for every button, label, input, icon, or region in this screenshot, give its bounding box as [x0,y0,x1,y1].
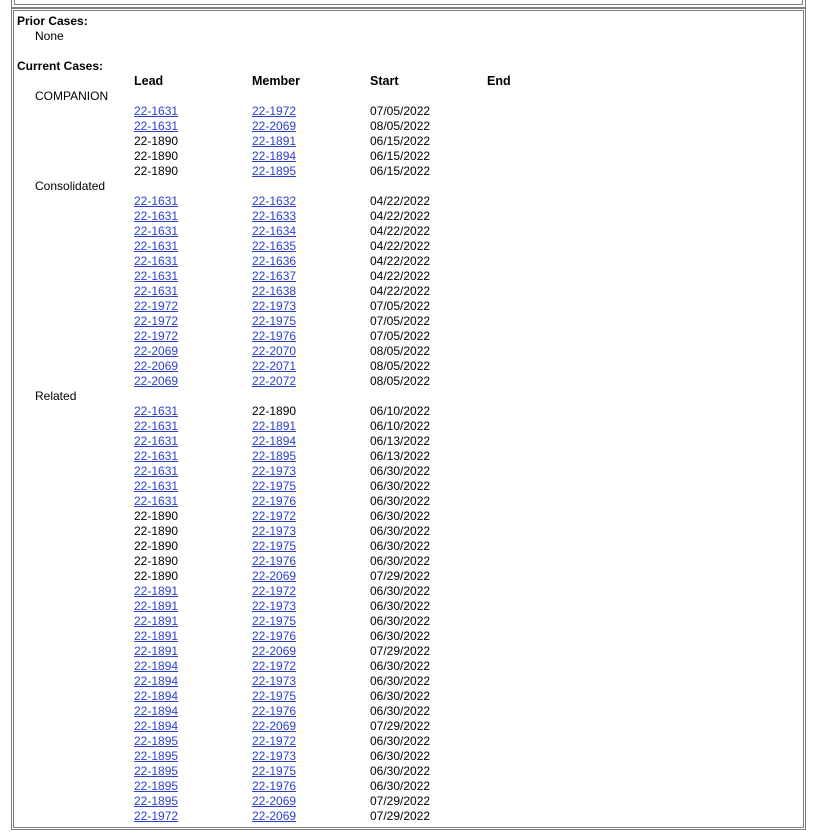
member-case-link[interactable]: 22-2069 [252,569,297,583]
member-case-link[interactable]: 22-1973 [252,299,297,313]
table-row [0,599,816,614]
table-row [0,674,816,689]
member-case-link[interactable]: 22-2069 [252,719,297,733]
member-case-link[interactable]: 22-2069 [252,809,297,823]
lead-case-link[interactable]: 22-1631 [134,284,179,298]
start-date: 06/15/2022 [370,134,431,148]
lead-case-text: 22-1890 [134,149,179,163]
lead-case-text: 22-1890 [134,134,179,148]
start-date: 04/22/2022 [370,194,431,208]
start-date: 06/15/2022 [370,164,431,178]
table-row [0,314,816,329]
lead-case-text: 22-1890 [134,569,179,583]
start-date: 08/05/2022 [370,374,431,388]
member-case-link[interactable]: 22-1637 [252,269,297,283]
member-case-link[interactable]: 22-1895 [252,449,297,463]
table-row [0,554,816,569]
lead-case-link[interactable]: 22-1631 [134,119,179,133]
table-row [0,629,816,644]
start-date: 06/13/2022 [370,434,431,448]
table-row [0,149,816,164]
lead-case-link[interactable]: 22-1631 [134,434,179,448]
table-row [0,164,816,179]
lead-case-text: 22-1890 [134,509,179,523]
table-row [0,734,816,749]
member-case-link[interactable]: 22-1975 [252,479,297,493]
lead-case-link[interactable]: 22-1631 [134,404,179,418]
start-date: 06/30/2022 [370,464,431,478]
lead-case-link[interactable]: 22-1631 [134,254,179,268]
table-row [0,524,816,539]
member-case-link[interactable]: 22-1975 [252,314,297,328]
member-case-link[interactable]: 22-1973 [252,599,297,613]
member-case-link[interactable]: 22-2069 [252,119,297,133]
lead-case-link[interactable]: 22-1631 [134,449,179,463]
member-case-link[interactable]: 22-1895 [252,164,297,178]
member-case-link[interactable]: 22-2069 [252,794,297,808]
column-header-end: End [487,74,511,88]
table-row [0,509,816,524]
start-date: 07/05/2022 [370,329,431,343]
table-row [0,719,816,734]
table-row [0,794,816,809]
member-case-link[interactable]: 22-1894 [252,149,297,163]
lead-case-link[interactable]: 22-1895 [134,779,179,793]
lead-case-link[interactable]: 22-1894 [134,704,179,718]
table-row [0,704,816,719]
table-row [0,119,816,134]
start-date: 06/30/2022 [370,674,431,688]
table-row [0,134,816,149]
lead-case-link[interactable]: 22-1894 [134,674,179,688]
lead-case-link[interactable]: 22-1631 [134,269,179,283]
start-date: 08/05/2022 [370,119,431,133]
lead-case-link[interactable]: 22-1972 [134,809,179,823]
table-row [0,374,816,389]
lead-case-link[interactable]: 22-1891 [134,584,179,598]
lead-case-link[interactable]: 22-1631 [134,194,179,208]
member-case-link[interactable]: 22-1891 [252,134,297,148]
member-case-link[interactable]: 22-1891 [252,419,297,433]
start-date: 06/30/2022 [370,509,431,523]
start-date: 07/05/2022 [370,299,431,313]
table-row [0,299,816,314]
start-date: 06/30/2022 [370,689,431,703]
start-date: 06/30/2022 [370,614,431,628]
lead-case-link[interactable]: 22-1972 [134,329,179,343]
lead-case-link[interactable]: 22-1631 [134,104,179,118]
member-case-link[interactable]: 22-1976 [252,779,297,793]
member-case-link[interactable]: 22-1973 [252,749,297,763]
member-case-link[interactable]: 22-1976 [252,704,297,718]
start-date: 06/30/2022 [370,524,431,538]
lead-case-link[interactable]: 22-2069 [134,374,179,388]
member-case-link[interactable]: 22-1976 [252,554,297,568]
table-row [0,284,816,299]
lead-case-link[interactable]: 22-1895 [134,749,179,763]
start-date: 07/29/2022 [370,569,431,583]
table-row [0,404,816,419]
group-label: Related [35,389,77,403]
start-date: 06/30/2022 [370,764,431,778]
start-date: 04/22/2022 [370,284,431,298]
lead-case-link[interactable]: 22-1972 [134,299,179,313]
member-case-link[interactable]: 22-1976 [252,629,297,643]
prior-cases-heading: Prior Cases: [17,14,88,28]
lead-case-text: 22-1890 [134,554,179,568]
table-row [0,344,816,359]
start-date: 06/30/2022 [370,704,431,718]
table-row [0,749,816,764]
lead-case-link[interactable]: 22-1894 [134,659,179,673]
start-date: 06/30/2022 [370,584,431,598]
lead-case-text: 22-1890 [134,164,179,178]
table-row [0,104,816,119]
lead-case-link[interactable]: 22-1631 [134,419,179,433]
table-row [0,539,816,554]
lead-case-link[interactable]: 22-1631 [134,479,179,493]
lead-case-link[interactable]: 22-1895 [134,764,179,778]
table-row [0,494,816,509]
lead-case-link[interactable]: 22-2069 [134,359,179,373]
column-header-member: Member [252,74,300,88]
start-date: 08/05/2022 [370,344,431,358]
start-date: 06/30/2022 [370,539,431,553]
member-case-link[interactable]: 22-1972 [252,659,297,673]
group-label: COMPANION [35,89,109,103]
table-row [0,239,816,254]
start-date: 06/30/2022 [370,734,431,748]
lead-case-link[interactable]: 22-1891 [134,629,179,643]
table-row [0,449,816,464]
lead-case-link[interactable]: 22-1891 [134,614,179,628]
member-case-link[interactable]: 22-1634 [252,224,297,238]
table-row [0,479,816,494]
table-row [0,194,816,209]
start-date: 06/10/2022 [370,419,431,433]
start-date: 06/13/2022 [370,449,431,463]
table-row [0,779,816,794]
start-date: 06/30/2022 [370,629,431,643]
member-case-link[interactable]: 22-1635 [252,239,297,253]
member-case-link[interactable]: 22-1976 [252,494,297,508]
member-case-link[interactable]: 22-1894 [252,434,297,448]
lead-case-link[interactable]: 22-1972 [134,314,179,328]
table-row [0,644,816,659]
member-case-link[interactable]: 22-2070 [252,344,297,358]
table-row [0,764,816,779]
start-date: 07/29/2022 [370,809,431,823]
member-case-link[interactable]: 22-1636 [252,254,297,268]
table-row [0,464,816,479]
member-case-link[interactable]: 22-2072 [252,374,297,388]
table-row [0,434,816,449]
table-row [0,614,816,629]
member-case-link[interactable]: 22-1972 [252,734,297,748]
table-row [0,224,816,239]
table-row [0,359,816,374]
table-row [0,209,816,224]
start-date: 04/22/2022 [370,254,431,268]
table-row [0,254,816,269]
start-date: 06/30/2022 [370,554,431,568]
lead-case-link[interactable]: 22-1631 [134,239,179,253]
start-date: 06/30/2022 [370,494,431,508]
member-case-link[interactable]: 22-1633 [252,209,297,223]
start-date: 07/29/2022 [370,719,431,733]
member-case-link[interactable]: 22-1975 [252,764,297,778]
table-row [0,659,816,674]
member-case-link[interactable]: 22-1632 [252,194,297,208]
member-case-link[interactable]: 22-1973 [252,464,297,478]
start-date: 06/30/2022 [370,479,431,493]
lead-case-link[interactable]: 22-1894 [134,689,179,703]
lead-case-link[interactable]: 22-1891 [134,644,179,658]
column-header-start: Start [370,74,399,88]
table-row [0,419,816,434]
start-date: 08/05/2022 [370,359,431,373]
lead-case-link[interactable]: 22-1631 [134,224,179,238]
member-case-link[interactable]: 22-1975 [252,689,297,703]
member-case-link[interactable]: 22-1975 [252,539,297,553]
member-case-link[interactable]: 22-1638 [252,284,297,298]
start-date: 07/29/2022 [370,794,431,808]
start-date: 06/30/2022 [370,749,431,763]
prior-cases-value: None [35,29,64,43]
lead-case-link[interactable]: 22-1631 [134,494,179,508]
start-date: 06/30/2022 [370,659,431,673]
table-row [0,269,816,284]
member-case-link[interactable]: 22-1972 [252,509,297,523]
start-date: 04/22/2022 [370,239,431,253]
lead-case-text: 22-1890 [134,524,179,538]
lead-case-link[interactable]: 22-2069 [134,344,179,358]
start-date: 06/30/2022 [370,779,431,793]
member-case-link[interactable]: 22-2069 [252,644,297,658]
table-row [0,584,816,599]
column-header-lead: Lead [134,74,164,88]
lead-case-link[interactable]: 22-1631 [134,464,179,478]
member-case-link[interactable]: 22-1973 [252,524,297,538]
lead-case-text: 22-1890 [134,539,179,553]
start-date: 04/22/2022 [370,209,431,223]
member-case-link[interactable]: 22-1972 [252,584,297,598]
member-case-text: 22-1890 [252,404,297,418]
start-date: 06/15/2022 [370,149,431,163]
member-case-link[interactable]: 22-2071 [252,359,297,373]
previous-section-frame-inner [14,0,803,5]
member-case-link[interactable]: 22-1973 [252,674,297,688]
current-cases-heading: Current Cases: [17,59,104,73]
lead-case-link[interactable]: 22-1631 [134,209,179,223]
lead-case-link[interactable]: 22-1891 [134,599,179,613]
table-row [0,809,816,824]
table-row [0,569,816,584]
group-label: Consolidated [35,179,106,193]
start-date: 07/29/2022 [370,644,431,658]
table-row [0,329,816,344]
start-date: 06/30/2022 [370,599,431,613]
member-case-link[interactable]: 22-1972 [252,104,297,118]
table-row [0,689,816,704]
start-date: 04/22/2022 [370,224,431,238]
start-date: 04/22/2022 [370,269,431,283]
start-date: 07/05/2022 [370,104,431,118]
lead-case-link[interactable]: 22-1894 [134,719,179,733]
member-case-link[interactable]: 22-1976 [252,329,297,343]
start-date: 07/05/2022 [370,314,431,328]
lead-case-link[interactable]: 22-1895 [134,734,179,748]
member-case-link[interactable]: 22-1975 [252,614,297,628]
lead-case-link[interactable]: 22-1895 [134,794,179,808]
start-date: 06/10/2022 [370,404,431,418]
